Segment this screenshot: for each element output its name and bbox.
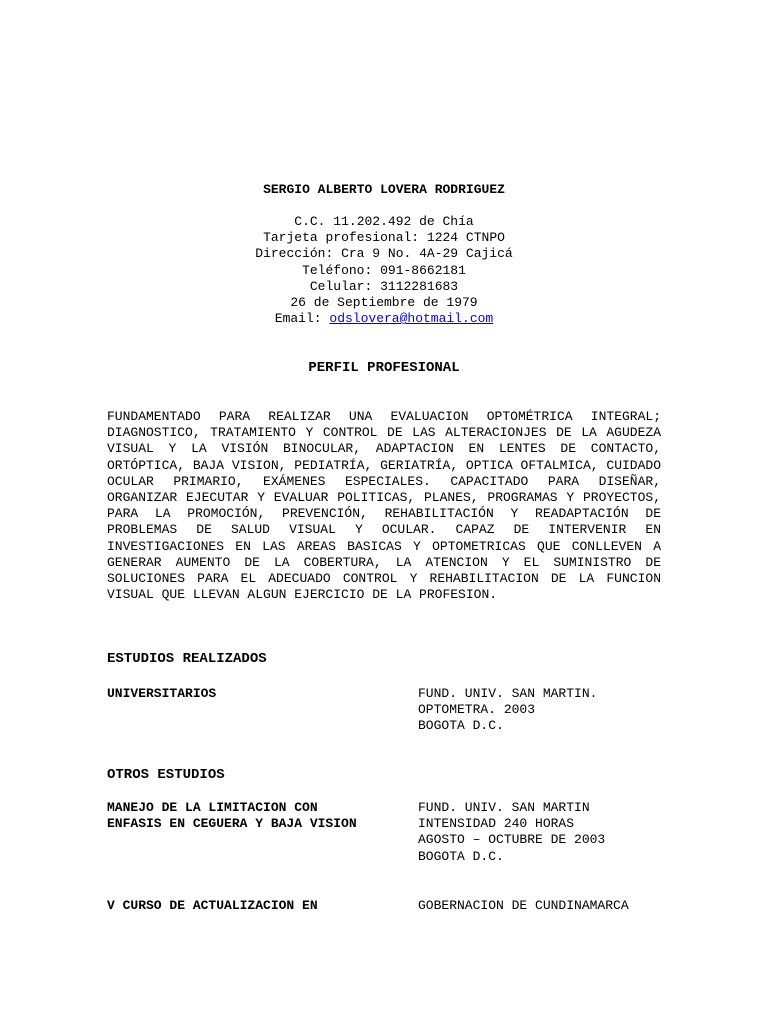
course-1-label: MANEJO DE LA LIMITACION CON ENFASIS EN CEGUERA Y BAJA VISION: [107, 800, 357, 832]
id-number: C.C. 11.202.492 de Chía: [294, 214, 474, 229]
university-line: OPTOMETRA. 2003: [418, 702, 536, 718]
contact-block: [107, 214, 661, 327]
university-line: BOGOTA D.C.: [418, 718, 504, 734]
university-line: FUND. UNIV. SAN MARTIN.: [418, 686, 598, 701]
course-1-line: INTENSIDAD 240 HORAS: [418, 816, 575, 832]
professional-card: Tarjeta profesional: 1224 CTNPO: [263, 230, 505, 246]
course-2-label: V CURSO DE ACTUALIZACION EN: [107, 898, 318, 913]
course-1-line: BOGOTA D.C.: [418, 848, 504, 864]
other-studies-title: OTROS ESTUDIOS: [107, 767, 225, 783]
email-link[interactable]: odslovera@hotmail.com: [329, 311, 494, 327]
course-2-line: GOBERNACION DE CUNDINAMARCA: [418, 898, 629, 913]
person-name: SERGIO ALBERTO LOVERA RODRIGUEZ: [263, 182, 505, 197]
birth-date: 26 de Septiembre de 1979: [290, 295, 478, 311]
course-1-details: [418, 800, 661, 865]
phone: Teléfono: 091-8662181: [302, 262, 466, 278]
course-1-line: AGOSTO – OCTUBRE DE 2003: [418, 832, 606, 848]
address: Dirección: Cra 9 No. 4A-29 Cajicá: [255, 246, 513, 262]
university-label: UNIVERSITARIOS: [107, 686, 217, 701]
profile-text: FUNDAMENTADO PARA REALIZAR UNA EVALUACION OPTOMÉTRICA INTEGRAL; DIAGNOSTICO, TRATAMIENTO Y CONTROL DE LAS ALTERACIONJES DE LA AGUDEZA VISUAL Y LA VISIÓN BINOCULAR, ADAPTACION EN LENTES DE CONTACTO, ORTÓPTICA, BAJA VISION, PEDIATRÍA, GERIATRÍA, OPTICA OFTALMICA, CUIDADO OCULAR PRIMARIO, EXÁMENES ESPECIALES. CAPACITADO PARA DISEÑAR, ORGANIZAR EJECUTAR Y EVALUAR POLITICAS, PLANES, PROGRAMAS Y PROYECTOS, PARA LA PROMOCIÓN, PREVENCIÓN, REHABILITACIÓN Y READAPTACIÓN DE PROBLEMAS DE SALUD VISUAL Y OCULAR. CAPAZ DE INTERVENIR EN INVESTIGACIONES EN LAS AREAS BASICAS Y OPTOMETRICAS QUE CONLLEVEN A GENERAR AUMENTO DE LA COBERTURA, LA ATENCION Y EL SUMINISTRO DE SOLUCIONES PARA EL ADECUADO CONTROL Y REHABILITACION DE LA FUNCION VISUAL QUE LLEVAN ALGUN EJERCICIO DE LA PROFESION.: [107, 409, 661, 603]
mobile: Celular: 3112281683: [309, 278, 459, 294]
email-line: [107, 311, 661, 327]
university-details: [418, 686, 661, 735]
course-2-details: [418, 898, 661, 914]
email-label: Email:: [274, 311, 330, 327]
profile-title: PERFIL PROFESIONAL: [308, 360, 460, 376]
studies-title: ESTUDIOS REALIZADOS: [107, 651, 267, 667]
course-1-line: FUND. UNIV. SAN MARTIN: [418, 800, 590, 815]
